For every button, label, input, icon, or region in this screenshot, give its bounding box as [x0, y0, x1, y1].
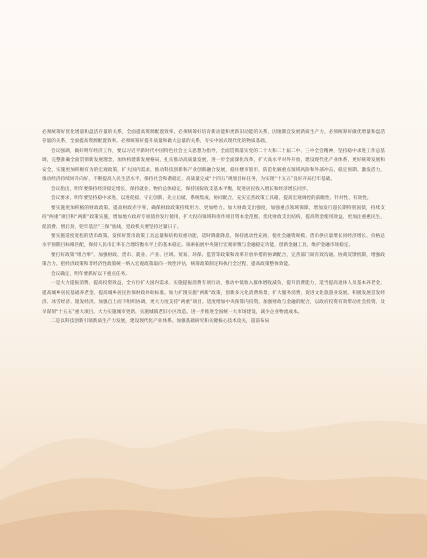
paragraph: 必须统筹好优化增量和盘活存量的关系，全面提高资源配置效率。必须统筹好培育新动能和更新旧动能的关系，因地制宜发展新质生产力。必须统筹好做优增量和盘活存量的关系，全面提高资源配置效率。必须统筹好提升质量和做大总量的关系，夯实中国式现代化的物质基础。: [42, 130, 385, 145]
paragraph: 会议要求，明年要坚持稳中求进、以进促稳，守正创新、先立后破，系统集成、协同配合，充实完善政策工具箱，提高宏观调控的前瞻性、针对性、有效性。: [51, 196, 372, 202]
paragraph: 一是大力提振消费、提高投资效益，全方位扩大国内需求。实施提振消费专项行动，推动中低收入群体增收减负，提升消费能力，适当提高退休人员基本养老金，提高城乡居民基础养老金，提高城乡居民医保财政补助标准。加力扩围实施“两新”政策，创新多元化消费场景，扩大服务消费，促进文化旅游业发展。积极发展首发经济、冰雪经济、银发经济。加强自上而下组织协调，更大力度支持“两重”项目。适度增加中央预算内投资。加强财政与金融的配合，以政府投资有效带动社会投资。及早谋划“十五五”重大项目。大力实施城市更新，实施城镇老旧小区改造。进一步推进全国统一大市场建设，减少企业物流成本。: [42, 281, 385, 315]
paragraph: 要打好政策“组合拳”。加强财政、货币、就业、产业、区域、贸易、环保、监管等政策和改革开放举措的协调配合，完善部门间有效沟通、协商反馈机制，增强政策合力。把经济政策和非经济性政策统一纳入宏观政策取向一致性评估，统筹政策制定和执行全过程，提高政策整体效能。: [42, 252, 385, 268]
paragraph: 二是以科技创新引领新质生产力发展，建设现代化产业体系。加强基础研究和关键核心技术攻关，超前布局: [51, 319, 270, 325]
paragraph: 会议确定，明年要抓好以下重点任务。: [51, 271, 130, 277]
paragraph: 会议指出，明年要保持经济稳定增长，保持就业、物价总体稳定，保持国际收支基本平衡，促进居民收入增长和经济增长同步。: [51, 186, 312, 192]
paragraph: 要实施适度宽松的货币政策。发挥好货币政策工具总量和结构双重功能，适时降准降息，保持流动性充裕，使社会融资规模、货币供应量增长同经济增长、价格总水平预期目标相匹配，保持人民币汇率在合理均衡水平上的基本稳定。探索拓展中央银行宏观审慎与金融稳定功能，创新金融工具，维护金融市场稳定。: [42, 233, 385, 249]
document-body: [42, 128, 385, 327]
paragraph: 会议强调，做好明年经济工作，要以习近平新时代中国特色社会主义思想为指导，全面贯彻落实党的二十大和二十届二中、三中全会精神，坚持稳中求进工作总基调，完整准确全面贯彻新发展理念，加快构建新发展格局，扎实推动高质量发展，进一步全面深化改革，扩大高水平对外开放，建设现代化产业体系，更好统筹发展和安全，实施更加积极有为的宏观政策，扩大国内需求，推动科技创新和产业创新融合发展，稳住楼市股市，防范化解重点领域风险和外部冲击，稳定预期、激发活力，推动经济持续回升向好，不断提高人民生活水平，保持社会和谐稳定，高质量完成“十四五”规划目标任务，为实现“十五五”良好开局打牢基础。: [42, 148, 385, 183]
paragraph: 要实施更加积极的财政政策。提高财政赤字率，确保财政政策持续用力、更加给力。加大财政支出强度，加强重点领域保障，增加发行超长期特别国债，持续支持“两重”项目和“两新”政策实施，增加地方政府专项债券发行使用，扩大投向领域和用作项目资本金范围，优化财政支出结构，提高资金使用效益，更加注重惠民生、促消费、增后劲，兜牢基层“三保”底线，党政机关要坚持过紧日子。: [42, 205, 385, 230]
